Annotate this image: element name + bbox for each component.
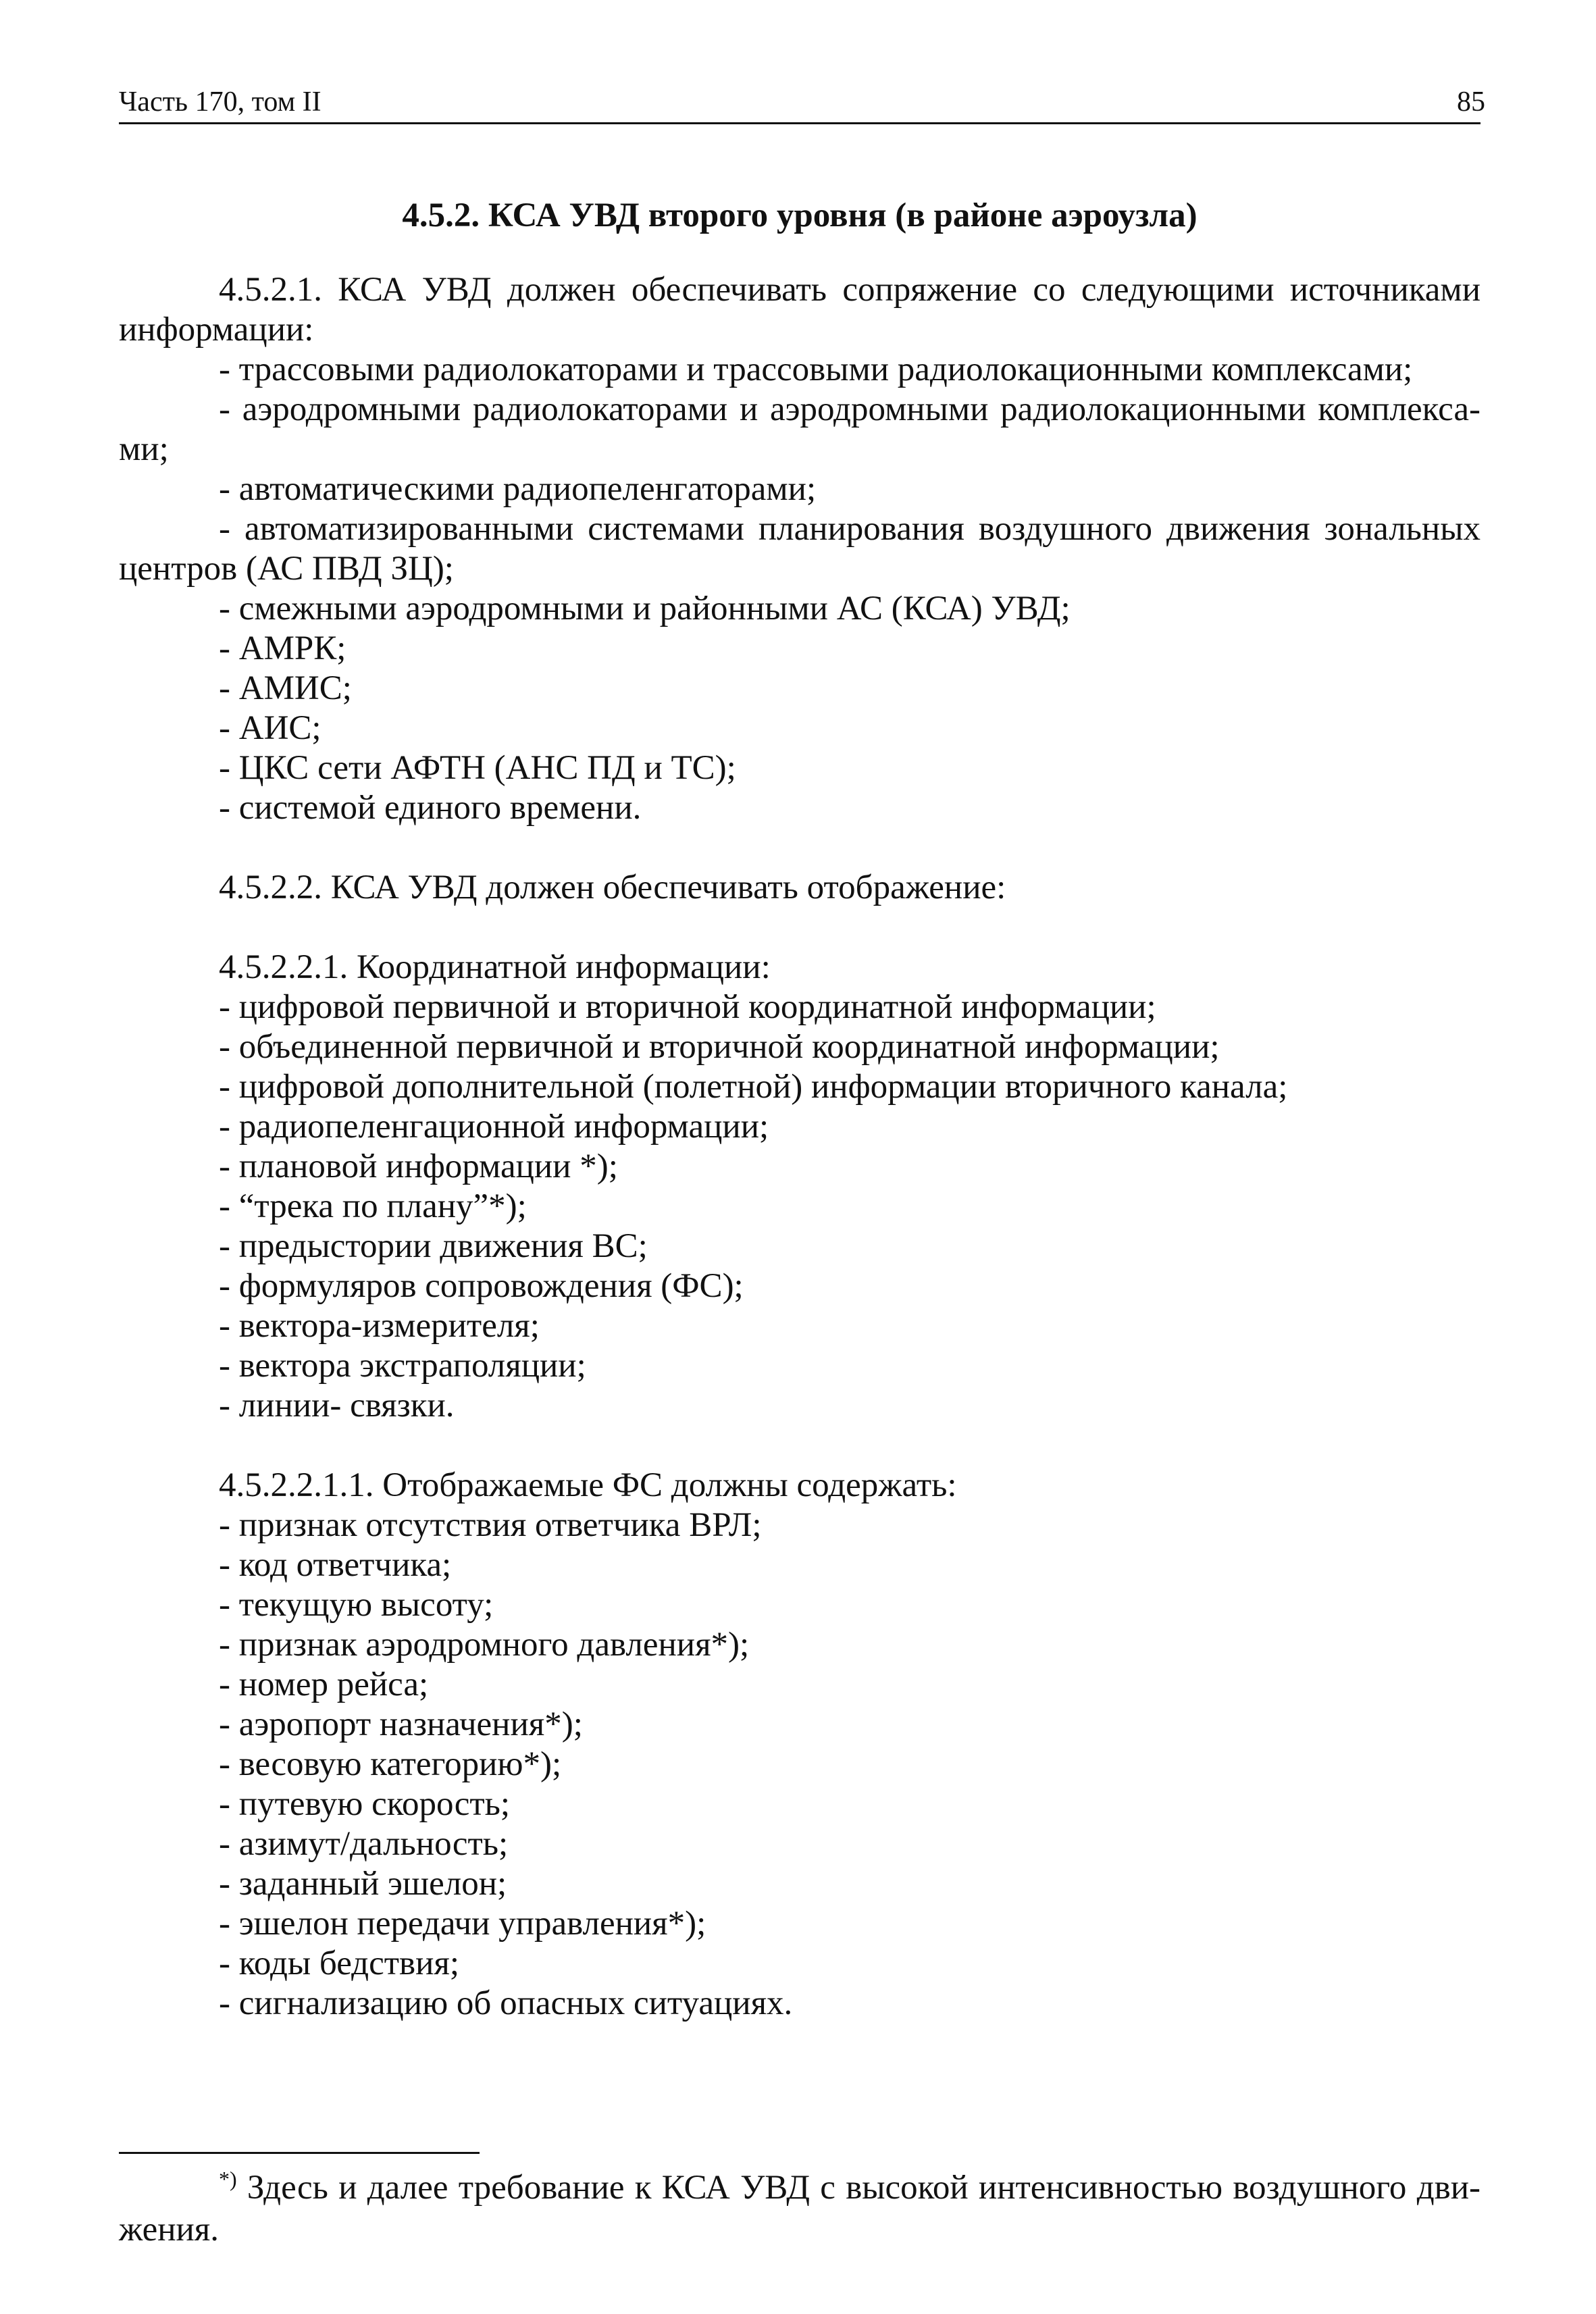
s4-list [119,1506,1481,2024]
list-item: - эшелон передачи управления*); [219,1905,706,1943]
s4-intro: 4.5.2.2.1.1. Отображаемые ФС должны содержать: [219,1466,957,1504]
list-item: - формуляров сопровождения (ФС); [219,1267,744,1305]
footnote [119,2167,1481,2251]
page-number: 85 [1457,86,1485,118]
list-item: - весовую категорию*); [219,1745,562,1783]
list-item: - аэродромными радиолокаторами и аэродромными радиолокационными комплекса-ми; [119,390,1481,468]
list-item: - заданный эшелон; [219,1865,507,1903]
list-item: - плановой информации *); [219,1148,618,1185]
list-item: - системой единого времени. [219,789,642,827]
footnote-rule [119,2152,480,2154]
list-item: - автоматическими радиопеленгаторами; [219,470,817,508]
footnote-mark: *) [219,2167,237,2191]
list-item: - текущую высоту; [219,1586,494,1624]
s2-intro: 4.5.2.2. КСА УВД должен обеспечивать отображение: [219,869,1006,906]
running-header: Часть 170, том II [119,86,321,118]
header-rule [119,122,1481,124]
list-item: - “трека по плану”*); [219,1187,527,1225]
list-item: - предыстории движения ВС; [219,1227,648,1265]
list-item: - вектора экстраполяции; [219,1347,586,1385]
list-item: - трассовыми радиолокаторами и трассовыми радиолокационными комплексами; [219,351,1413,388]
list-item: - автоматизированными системами планирования воздушного движения зональных центров (АС ПВД ЗЦ); [119,510,1481,588]
list-item: - АМИС; [219,669,352,707]
list-item: - признак отсутствия ответчика ВРЛ; [219,1506,762,1544]
list-item: - аэропорт назначения*); [219,1705,583,1743]
list-item: - путевую скорость; [219,1785,511,1823]
list-item: - смежными аэродромными и районными АС (КСА) УВД; [219,590,1071,627]
list-item: - АИС; [219,709,321,747]
list-item: - цифровой первичной и вторичной координатной информации; [219,988,1156,1026]
s1-list [119,350,1481,828]
document-body [119,195,1481,2024]
s3-list [119,987,1481,1426]
list-item: - АМРК; [219,629,346,667]
s3-intro: 4.5.2.2.1. Координатной информации: [219,948,771,986]
list-item: - ЦКС сети АФТН (АНС ПД и ТС); [219,749,736,787]
section-title: 4.5.2. КСА УВД второго уровня (в районе аэроузла) [402,197,1198,234]
list-item: - радиопеленгационной информации; [219,1108,769,1146]
list-item: - признак аэродромного давления*); [219,1626,750,1664]
footnote-text: Здесь и далее требование к КСА УВД с высокой интенсивностью воздушного дви-жения. [119,2169,1481,2248]
s1-intro: 4.5.2.1. КСА УВД должен обеспечивать сопряжение со следующими источниками информации: [119,271,1481,349]
list-item: - объединенной первичной и вторичной координатной информации; [219,1028,1220,1066]
list-item: - азимут/дальность; [219,1825,509,1863]
list-item: - вектора-измерителя; [219,1307,540,1345]
list-item: - цифровой дополнительной (полетной) информации вторичного канала; [219,1068,1288,1106]
list-item: - сигнализацию об опасных ситуациях. [219,1984,793,2022]
list-item: - коды бедствия; [219,1945,460,1982]
list-item: - номер рейса; [219,1666,429,1703]
list-item: - код ответчика; [219,1546,452,1584]
list-item: - линии- связки. [219,1387,455,1424]
